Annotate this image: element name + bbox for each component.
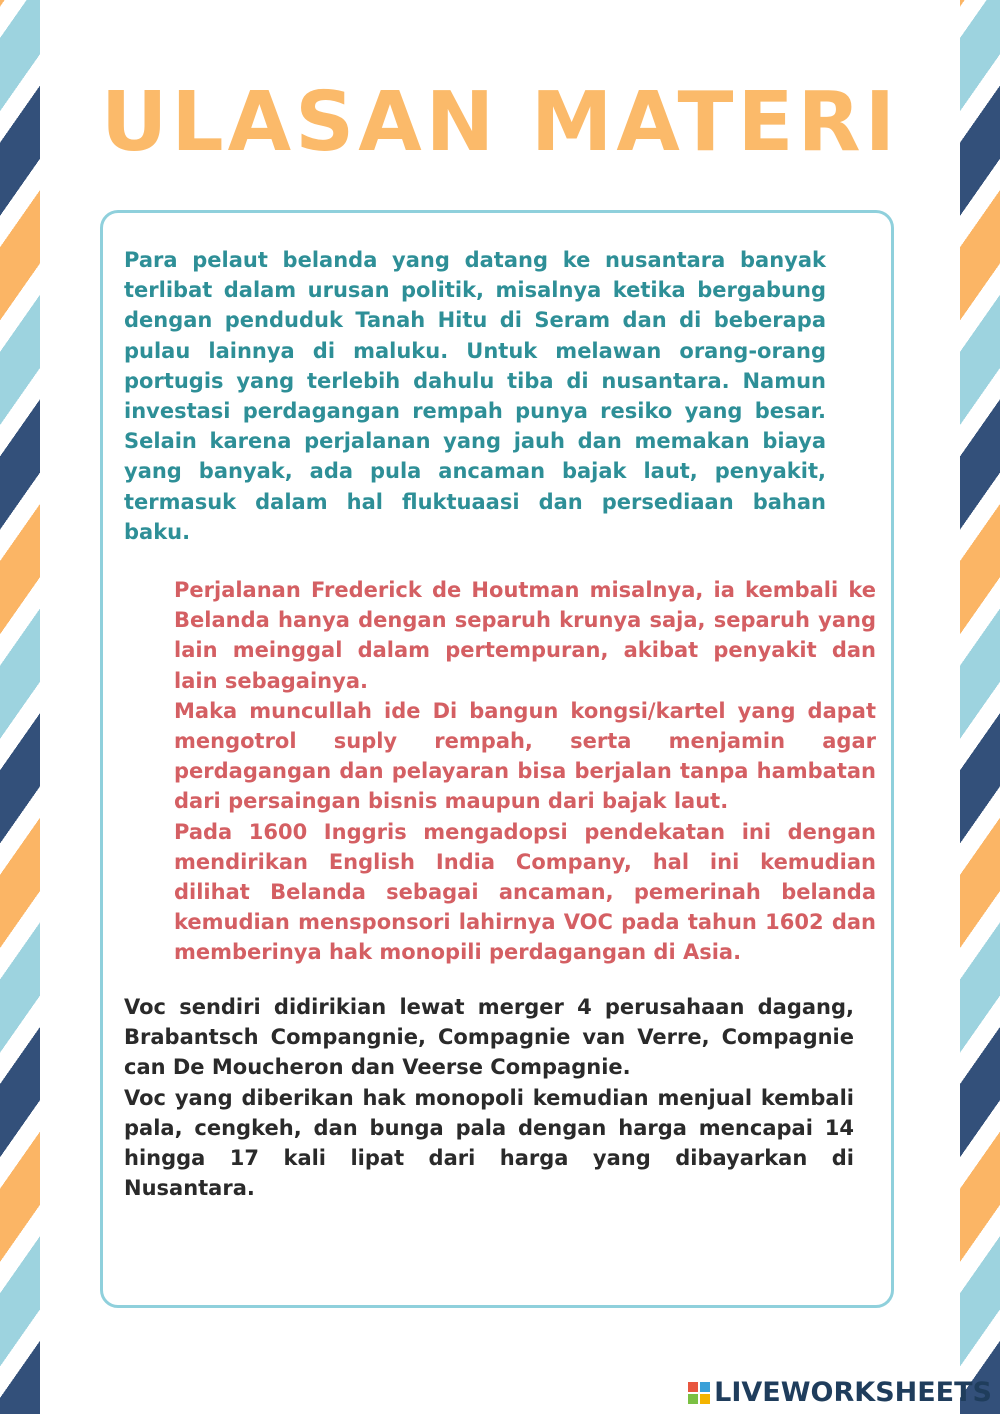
paragraph-intro-text: Para pelaut belanda yang datang ke nusantara banyak terlibat dalam urusan politik, misalnya ketika bergabung dengan penduduk Tanah Hitu di Seram dan di beberapa pulau lainnya di maluku. Untuk melawan orang-orang portugis yang terlebih dahulu tiba di nusantara. Namun investasi perdagangan rempah punya resiko yang besar. Selain karena perjalanan yang jauh dan memakan biaya yang banyak, ada pula ancaman bajak laut, penyakit, termasuk dalam hal fluktuaasi dan persediaan bahan baku. bbox=[124, 248, 826, 544]
liveworksheets-logo-icon bbox=[688, 1382, 710, 1404]
paragraph-voc bbox=[124, 992, 854, 1203]
paragraph-highlight-line: Pada 1600 Inggris mengadopsi pendekatan ini dengan mendirikan English India Company, hal ini kemudian dilihat Belanda sebagai ancaman, pemerinah belanda kemudian mensponsori lahirnya VOC pada tahun 1602 dan memberinya hak monopili perdagangan di Asia. bbox=[174, 819, 876, 965]
left-stripe-border bbox=[0, 0, 40, 1414]
paragraph-intro bbox=[124, 245, 826, 547]
brand-text: LIVEWORKSHEETS bbox=[714, 1377, 992, 1408]
paragraph-voc-line: Voc sendiri didirikian lewat merger 4 perusahaan dagang, Brabantsch Compangnie, Compagnie van Verre, Compagnie can De Moucheron dan Veerse Compagnie. bbox=[124, 995, 854, 1080]
paragraph-highlight bbox=[174, 575, 876, 968]
page-title: ULASAN MATERI bbox=[100, 75, 900, 170]
paragraph-highlight-line: Maka muncullah ide Di bangun kongsi/kartel yang dapat mengotrol suply rempah, serta menjamin agar perdagangan dan pelayaran bisa berjalan tanpa hambatan dari persaingan bisnis maupun dari bajak laut. bbox=[174, 698, 876, 814]
paragraph-highlight-line: Perjalanan Frederick de Houtman misalnya, ia kembali ke Belanda hanya dengan separuh krunya saja, separuh yang lain meinggal dalam pertempuran, akibat penyakit dan lain sebagainya. bbox=[174, 578, 876, 693]
right-stripe-border bbox=[960, 0, 1000, 1414]
paragraph-voc-line: Voc yang diberikan hak monopoli kemudian menjual kembali pala, cengkeh, dan bunga pala dengan harga mencapai 14 hingga 17 kali lipat dari harga yang dibayarkan di Nusantara. bbox=[124, 1085, 854, 1201]
liveworksheets-brand[interactable] bbox=[688, 1377, 992, 1408]
